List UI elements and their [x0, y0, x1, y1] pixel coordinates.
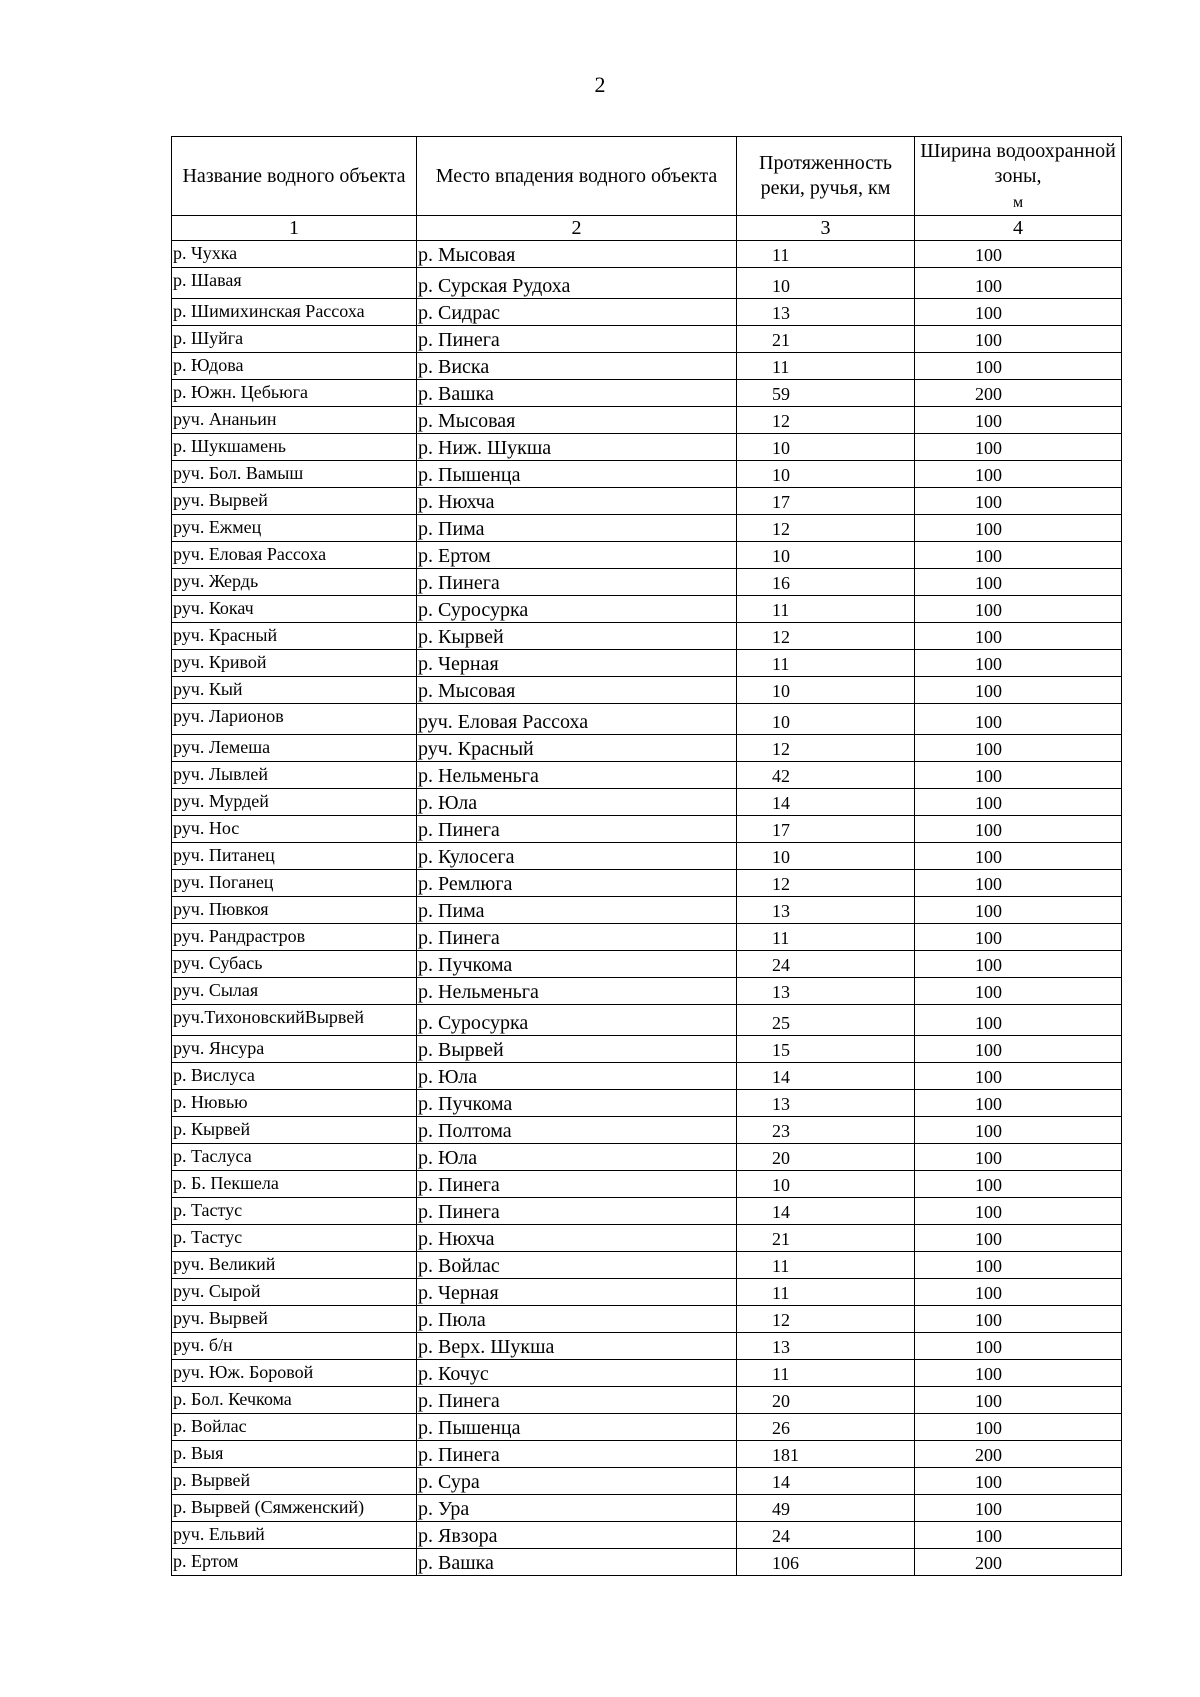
cell-width: 100: [915, 1005, 1122, 1036]
cell-mouth: руч. Еловая Рассоха: [417, 704, 737, 735]
cell-mouth: р. Черная: [417, 650, 737, 677]
cell-mouth: р. Кочус: [417, 1360, 737, 1387]
cell-width: 100: [915, 951, 1122, 978]
cell-mouth: р. Мысовая: [417, 407, 737, 434]
table-row: [172, 1441, 1122, 1468]
cell-length: 12: [737, 735, 915, 762]
cell-width: 100: [915, 1225, 1122, 1252]
cell-name: руч. Вырвей: [172, 1306, 417, 1333]
cell-name: р. Чухка: [172, 241, 417, 268]
column-number: 4: [915, 216, 1122, 241]
cell-width: 100: [915, 1387, 1122, 1414]
table-row: [172, 461, 1122, 488]
cell-name: руч. Мурдей: [172, 789, 417, 816]
cell-length: 14: [737, 789, 915, 816]
table-row: [172, 1279, 1122, 1306]
header-length: Протяженность реки, ручья, км: [737, 137, 915, 216]
cell-name: руч. Кокач: [172, 596, 417, 623]
table-row: [172, 762, 1122, 789]
cell-length: 10: [737, 1171, 915, 1198]
cell-name: руч. Бол. Вамыш: [172, 461, 417, 488]
cell-width: 100: [915, 1171, 1122, 1198]
column-numbers-row: [172, 216, 1122, 241]
cell-name: руч.ТихоновскийВырвей: [172, 1005, 417, 1036]
table-header-row: [172, 137, 1122, 216]
cell-width: 100: [915, 924, 1122, 951]
cell-width: 100: [915, 1468, 1122, 1495]
cell-length: 12: [737, 870, 915, 897]
cell-mouth: р. Пинега: [417, 1387, 737, 1414]
cell-name: р. Южн. Цебьюга: [172, 380, 417, 407]
cell-mouth: р. Ертом: [417, 542, 737, 569]
cell-name: руч. Сырой: [172, 1279, 417, 1306]
cell-length: 13: [737, 897, 915, 924]
cell-mouth: р. Ура: [417, 1495, 737, 1522]
cell-width: 100: [915, 843, 1122, 870]
cell-width: 100: [915, 542, 1122, 569]
cell-width: 200: [915, 1441, 1122, 1468]
cell-name: р. Вислуса: [172, 1063, 417, 1090]
table-row: [172, 1414, 1122, 1441]
cell-length: 10: [737, 434, 915, 461]
cell-mouth: р. Сура: [417, 1468, 737, 1495]
cell-name: руч. Кривой: [172, 650, 417, 677]
cell-length: 42: [737, 762, 915, 789]
cell-length: 12: [737, 515, 915, 542]
cell-length: 11: [737, 353, 915, 380]
table-row: [172, 1171, 1122, 1198]
cell-name: руч. Красный: [172, 623, 417, 650]
cell-name: р. Вырвей (Сямженский): [172, 1495, 417, 1522]
cell-width: 100: [915, 1090, 1122, 1117]
cell-width: 100: [915, 1144, 1122, 1171]
table-row: [172, 677, 1122, 704]
cell-name: руч. Кый: [172, 677, 417, 704]
table-row: [172, 1144, 1122, 1171]
cell-length: 21: [737, 1225, 915, 1252]
cell-mouth: р. Ремлюга: [417, 870, 737, 897]
cell-length: 13: [737, 978, 915, 1005]
cell-width: 100: [915, 816, 1122, 843]
cell-mouth: р. Пинега: [417, 816, 737, 843]
cell-name: р. Таслуса: [172, 1144, 417, 1171]
cell-mouth: р. Пучкома: [417, 951, 737, 978]
cell-name: р. Шавая: [172, 268, 417, 299]
cell-mouth: р. Пима: [417, 515, 737, 542]
cell-mouth: р. Пинега: [417, 326, 737, 353]
cell-mouth: р. Пинега: [417, 1198, 737, 1225]
table-row: [172, 650, 1122, 677]
cell-width: 100: [915, 1117, 1122, 1144]
cell-width: 100: [915, 434, 1122, 461]
cell-width: 100: [915, 461, 1122, 488]
cell-width: 100: [915, 1198, 1122, 1225]
cell-width: 100: [915, 407, 1122, 434]
cell-width: 100: [915, 241, 1122, 268]
cell-name: руч. Еловая Рассоха: [172, 542, 417, 569]
cell-width: 100: [915, 650, 1122, 677]
cell-name: р. Ертом: [172, 1549, 417, 1576]
cell-name: р. Кырвей: [172, 1117, 417, 1144]
table-row: [172, 897, 1122, 924]
cell-length: 49: [737, 1495, 915, 1522]
cell-mouth: р. Полтома: [417, 1117, 737, 1144]
cell-name: руч. Лывлей: [172, 762, 417, 789]
cell-name: р. Выя: [172, 1441, 417, 1468]
cell-mouth: р. Черная: [417, 1279, 737, 1306]
cell-width: 100: [915, 299, 1122, 326]
cell-length: 26: [737, 1414, 915, 1441]
column-number: 1: [172, 216, 417, 241]
cell-name: руч. Юж. Боровой: [172, 1360, 417, 1387]
cell-length: 16: [737, 569, 915, 596]
cell-width: 100: [915, 735, 1122, 762]
table-row: [172, 735, 1122, 762]
table-row: [172, 978, 1122, 1005]
cell-width: 100: [915, 1522, 1122, 1549]
cell-mouth: р. Суросурка: [417, 1005, 737, 1036]
cell-length: 13: [737, 1333, 915, 1360]
table-row: [172, 569, 1122, 596]
cell-name: руч. Сылая: [172, 978, 417, 1005]
cell-length: 13: [737, 299, 915, 326]
cell-name: р. Тастус: [172, 1225, 417, 1252]
cell-width: 100: [915, 1252, 1122, 1279]
cell-name: р. Войлас: [172, 1414, 417, 1441]
table-row: [172, 407, 1122, 434]
table-row: [172, 816, 1122, 843]
cell-mouth: р. Вырвей: [417, 1036, 737, 1063]
cell-name: руч. Вырвей: [172, 488, 417, 515]
cell-width: 100: [915, 596, 1122, 623]
cell-name: руч. Нос: [172, 816, 417, 843]
cell-mouth: р. Юла: [417, 1144, 737, 1171]
cell-width: 100: [915, 326, 1122, 353]
cell-mouth: руч. Красный: [417, 735, 737, 762]
table-row: [172, 1198, 1122, 1225]
cell-width: 100: [915, 1036, 1122, 1063]
table-row: [172, 789, 1122, 816]
cell-length: 11: [737, 1360, 915, 1387]
cell-mouth: р. Кырвей: [417, 623, 737, 650]
cell-mouth: р. Сурская Рудоха: [417, 268, 737, 299]
cell-length: 24: [737, 951, 915, 978]
column-number: 3: [737, 216, 915, 241]
table-row: [172, 1360, 1122, 1387]
cell-length: 11: [737, 241, 915, 268]
cell-width: 100: [915, 704, 1122, 735]
cell-width: 100: [915, 1414, 1122, 1441]
cell-name: р. Шимихинская Рассоха: [172, 299, 417, 326]
cell-mouth: р. Верх. Шукша: [417, 1333, 737, 1360]
table-row: [172, 1005, 1122, 1036]
cell-name: руч. Ежмец: [172, 515, 417, 542]
table-row: [172, 1522, 1122, 1549]
cell-name: р. Шуйга: [172, 326, 417, 353]
cell-length: 12: [737, 623, 915, 650]
header-width-label: Ширина водоохранной зоны,: [920, 139, 1116, 187]
cell-width: 100: [915, 870, 1122, 897]
table-row: [172, 951, 1122, 978]
cell-length: 10: [737, 677, 915, 704]
table-row: [172, 924, 1122, 951]
cell-length: 11: [737, 650, 915, 677]
cell-mouth: р. Вашка: [417, 1549, 737, 1576]
cell-name: руч. Ельвий: [172, 1522, 417, 1549]
header-mouth: Место впадения водного объекта: [417, 137, 737, 216]
cell-name: руч. Пювкоя: [172, 897, 417, 924]
cell-length: 11: [737, 924, 915, 951]
table-row: [172, 1549, 1122, 1576]
cell-length: 10: [737, 268, 915, 299]
table-row: [172, 268, 1122, 299]
cell-name: р. Бол. Кечкома: [172, 1387, 417, 1414]
cell-mouth: р. Виска: [417, 353, 737, 380]
cell-length: 12: [737, 1306, 915, 1333]
table-row: [172, 299, 1122, 326]
cell-length: 21: [737, 326, 915, 353]
cell-mouth: р. Пинега: [417, 569, 737, 596]
table-row: [172, 326, 1122, 353]
cell-mouth: р. Мысовая: [417, 677, 737, 704]
cell-mouth: р. Явзора: [417, 1522, 737, 1549]
cell-width: 100: [915, 1495, 1122, 1522]
cell-width: 100: [915, 569, 1122, 596]
cell-width: 100: [915, 762, 1122, 789]
table-row: [172, 1468, 1122, 1495]
cell-width: 100: [915, 1333, 1122, 1360]
table-row: [172, 515, 1122, 542]
cell-length: 10: [737, 542, 915, 569]
cell-mouth: р. Нельменьга: [417, 978, 737, 1005]
cell-width: 100: [915, 897, 1122, 924]
cell-name: руч. Питанец: [172, 843, 417, 870]
cell-mouth: р. Ниж. Шукша: [417, 434, 737, 461]
cell-mouth: р. Мысовая: [417, 241, 737, 268]
cell-length: 12: [737, 407, 915, 434]
cell-length: 20: [737, 1387, 915, 1414]
cell-name: руч. б/н: [172, 1333, 417, 1360]
cell-name: руч. Поганец: [172, 870, 417, 897]
table-row: [172, 241, 1122, 268]
cell-length: 14: [737, 1063, 915, 1090]
table-row: [172, 380, 1122, 407]
table-row: [172, 1036, 1122, 1063]
water-bodies-table: [171, 136, 1122, 1576]
cell-length: 14: [737, 1198, 915, 1225]
cell-name: р. Шукшамень: [172, 434, 417, 461]
column-number: 2: [417, 216, 737, 241]
table-row: [172, 623, 1122, 650]
cell-mouth: р. Сидрас: [417, 299, 737, 326]
cell-length: 11: [737, 1279, 915, 1306]
table-row: [172, 1063, 1122, 1090]
table-row: [172, 434, 1122, 461]
table-row: [172, 1306, 1122, 1333]
cell-length: 10: [737, 461, 915, 488]
cell-name: руч. Рандрастров: [172, 924, 417, 951]
table-row: [172, 353, 1122, 380]
header-width: [915, 137, 1122, 216]
cell-mouth: р. Пима: [417, 897, 737, 924]
cell-width: 100: [915, 1306, 1122, 1333]
cell-length: 11: [737, 596, 915, 623]
cell-length: 11: [737, 1252, 915, 1279]
cell-name: руч. Лемеша: [172, 735, 417, 762]
cell-length: 13: [737, 1090, 915, 1117]
cell-width: 100: [915, 623, 1122, 650]
cell-width: 100: [915, 488, 1122, 515]
cell-mouth: р. Войлас: [417, 1252, 737, 1279]
cell-mouth: р. Пучкома: [417, 1090, 737, 1117]
table-row: [172, 843, 1122, 870]
cell-width: 100: [915, 677, 1122, 704]
cell-name: р. Б. Пекшела: [172, 1171, 417, 1198]
cell-length: 181: [737, 1441, 915, 1468]
cell-length: 10: [737, 843, 915, 870]
cell-name: р. Юдова: [172, 353, 417, 380]
cell-name: руч. Субась: [172, 951, 417, 978]
cell-length: 15: [737, 1036, 915, 1063]
cell-name: руч. Ларионов: [172, 704, 417, 735]
table-row: [172, 870, 1122, 897]
cell-length: 106: [737, 1549, 915, 1576]
table-row: [172, 488, 1122, 515]
cell-width: 100: [915, 353, 1122, 380]
cell-width: 100: [915, 1279, 1122, 1306]
cell-length: 14: [737, 1468, 915, 1495]
table-row: [172, 596, 1122, 623]
table-row: [172, 1252, 1122, 1279]
table-row: [172, 1090, 1122, 1117]
table-row: [172, 1333, 1122, 1360]
table-body: [172, 241, 1122, 1576]
cell-name: р. Тастус: [172, 1198, 417, 1225]
cell-width: 100: [915, 1063, 1122, 1090]
cell-mouth: р. Пинега: [417, 1171, 737, 1198]
cell-mouth: р. Вашка: [417, 380, 737, 407]
cell-name: руч. Ананьин: [172, 407, 417, 434]
cell-length: 17: [737, 816, 915, 843]
cell-mouth: р. Пышенца: [417, 461, 737, 488]
table-row: [172, 1495, 1122, 1522]
cell-width: 100: [915, 268, 1122, 299]
cell-mouth: р. Пинега: [417, 924, 737, 951]
cell-width: 200: [915, 380, 1122, 407]
cell-width: 100: [915, 789, 1122, 816]
table-row: [172, 1387, 1122, 1414]
cell-mouth: р. Пюла: [417, 1306, 737, 1333]
cell-mouth: р. Нюхча: [417, 488, 737, 515]
cell-name: руч. Великий: [172, 1252, 417, 1279]
cell-mouth: р. Юла: [417, 789, 737, 816]
cell-mouth: р. Суросурка: [417, 596, 737, 623]
cell-width: 100: [915, 1360, 1122, 1387]
cell-length: 17: [737, 488, 915, 515]
cell-length: 10: [737, 704, 915, 735]
cell-width: 200: [915, 1549, 1122, 1576]
header-width-unit: м: [1012, 193, 1024, 211]
table-row: [172, 1117, 1122, 1144]
header-name: Название водного объекта: [172, 137, 417, 216]
cell-length: 25: [737, 1005, 915, 1036]
table-row: [172, 542, 1122, 569]
page-number: 2: [594, 72, 606, 97]
cell-length: 24: [737, 1522, 915, 1549]
cell-mouth: р. Нюхча: [417, 1225, 737, 1252]
table-row: [172, 704, 1122, 735]
table-row: [172, 1225, 1122, 1252]
cell-mouth: р. Пышенца: [417, 1414, 737, 1441]
cell-mouth: р. Нельменьга: [417, 762, 737, 789]
cell-length: 59: [737, 380, 915, 407]
cell-width: 100: [915, 515, 1122, 542]
cell-name: руч. Жердь: [172, 569, 417, 596]
cell-length: 23: [737, 1117, 915, 1144]
cell-name: р. Нювью: [172, 1090, 417, 1117]
cell-mouth: р. Кулосега: [417, 843, 737, 870]
cell-name: руч. Янсура: [172, 1036, 417, 1063]
cell-mouth: р. Пинега: [417, 1441, 737, 1468]
cell-width: 100: [915, 978, 1122, 1005]
cell-length: 20: [737, 1144, 915, 1171]
cell-name: р. Вырвей: [172, 1468, 417, 1495]
cell-mouth: р. Юла: [417, 1063, 737, 1090]
